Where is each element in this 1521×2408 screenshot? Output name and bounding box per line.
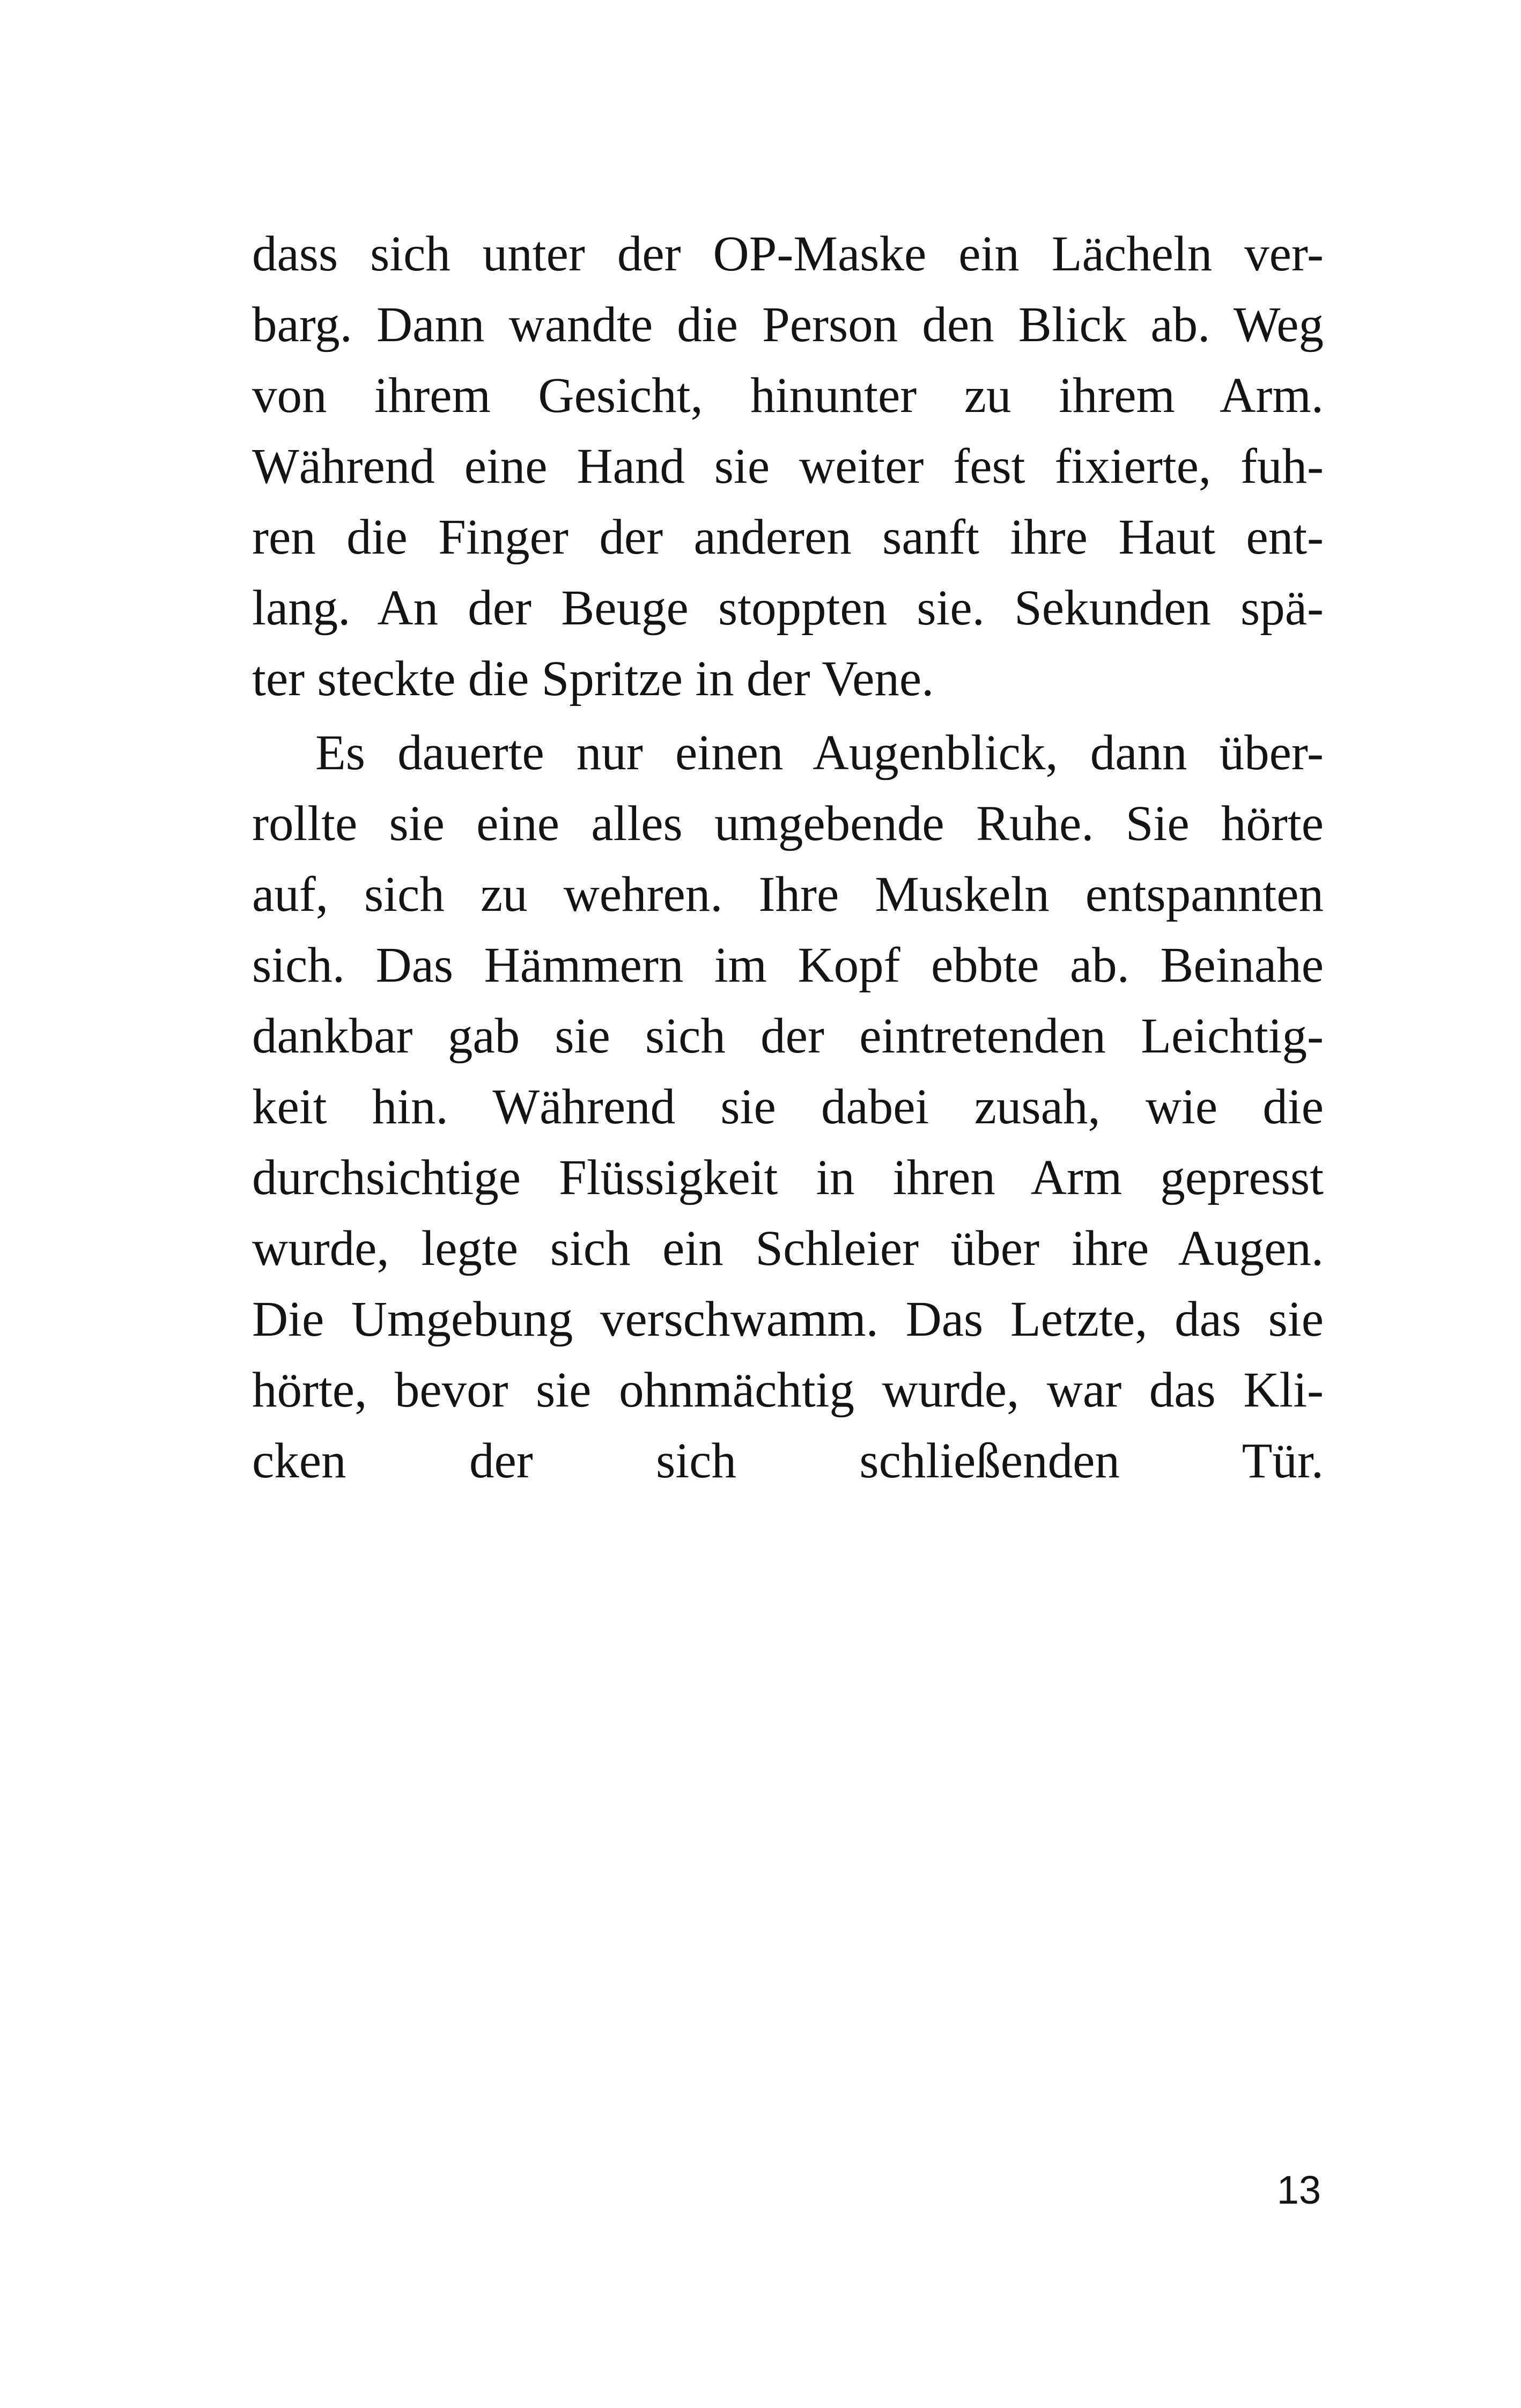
text-line: sich. Das Hämmern im Kopf ebbte ab. Beinahe [252, 938, 1324, 993]
text-line: dankbar gab sie sich der eintretenden Leichtig- [252, 1008, 1324, 1064]
paragraph-1 [252, 219, 1324, 715]
text-line: Während eine Hand sie weiter fest fixierte, fuh- [252, 439, 1324, 494]
text-line: cken der sich schließenden Tür. [252, 1433, 1324, 1489]
text-line: barg. Dann wandte die Person den Blick ab. Weg [252, 297, 1324, 352]
paragraph-2 [252, 718, 1324, 1567]
text-line: ter steckte die Spritze in der Vene. [252, 651, 934, 706]
text-line: dass sich unter der OP-Maske ein Lächeln ver- [252, 226, 1324, 282]
text-line: von ihrem Gesicht, hinunter zu ihrem Arm. [252, 368, 1324, 423]
text-line [252, 1497, 1324, 1567]
page-number: 13 [1276, 2168, 1321, 2212]
text-line: hörte, bevor sie ohnmächtig wurde, war das Kli- [252, 1363, 1324, 1418]
text-line: Es dauerte nur einen Augenblick, dann über- [315, 725, 1324, 780]
text-line: keit hin. Während sie dabei zusah, wie die [252, 1079, 1324, 1135]
text-line: Die Umgebung verschwamm. Das Letzte, das sie [252, 1292, 1324, 1347]
text-line: durchsichtige Flüssigkeit in ihren Arm gepresst [252, 1150, 1324, 1205]
body-text [252, 219, 1324, 1567]
text-line: wurde, legte sich ein Schleier über ihre Augen. [252, 1221, 1324, 1276]
text-line: ren die Finger der anderen sanft ihre Haut ent- [252, 510, 1324, 565]
text-line: rollte sie eine alles umgebende Ruhe. Sie hörte [252, 796, 1324, 851]
text-line: lang. An der Beuge stoppten sie. Sekunden spä- [252, 580, 1324, 636]
text-line: auf, sich zu wehren. Ihre Muskeln entspannten [252, 867, 1324, 922]
